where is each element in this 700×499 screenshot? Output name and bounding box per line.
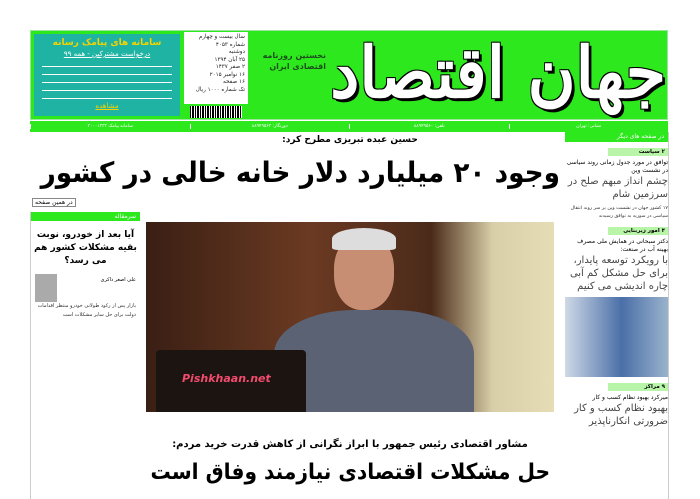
lead-headline[interactable]: وجود ۲۰ میلیارد دلار خانه خالی در کشور: [40, 156, 560, 189]
date-gregorian: ۱۶ نوامبر ۲۰۱۵: [209, 71, 245, 78]
issue-info: [184, 32, 248, 104]
section-label: ۴ امور زیربنایی: [608, 227, 668, 235]
lead-photo: [146, 222, 554, 412]
editorial-author: علی اصغر ذاکری: [100, 277, 136, 283]
sms-service-box: [32, 32, 182, 118]
watermark: Pishkhaan.net: [182, 372, 271, 385]
section-label: ۹ مراکز: [608, 383, 668, 391]
sidebar: [565, 132, 669, 499]
sms-line: [42, 62, 172, 67]
sms-line: [42, 70, 172, 75]
sms-title: سامانه های پیامک رسانه: [52, 38, 162, 48]
second-headline[interactable]: حل مشکلات اقتصادی نیازمند وفاق است: [150, 460, 551, 485]
sms-number: سامانه پیامک ۳۰۰۰۱۳۳۳: [30, 124, 190, 129]
sms-line: [42, 78, 172, 83]
section-label: ۲ سیاست: [608, 148, 668, 156]
item-lead: میرکرد بهبود نظام کسب و کار: [592, 394, 668, 401]
item-lead: توافق در مورد جدول زمانی روند سیاسی در نشست وین: [566, 159, 668, 174]
phone: تلفن: ۸۸۹۴۹۵۶۰: [349, 124, 509, 129]
lead-kicker: حسین عبده تبریزی مطرح کرد:: [282, 135, 418, 145]
item-title[interactable]: با رویکرد توسعه پایدار، برای حل مشکل کم آبی چاره اندیشی می کنیم: [569, 255, 668, 292]
item-title[interactable]: چشم انداز مبهم صلح در سرزمین شام: [567, 176, 668, 200]
editorial-column: [30, 212, 140, 499]
continued-label: در همین صفحه: [32, 198, 76, 207]
photo-hair: [332, 228, 396, 250]
page-count: ۱۶ صفحه: [223, 79, 245, 85]
weekday: دوشنبه: [228, 49, 245, 55]
issue-number: شماره ۴۰۵۳: [215, 41, 245, 48]
sms-subtitle: درخواست مشترکین - همه ۹۹: [63, 50, 151, 58]
sms-line: [42, 86, 172, 91]
contact-strip: [30, 121, 668, 132]
second-kicker: مشاور اقتصادی رئیس جمهور با ابراز نگرانی از کاهش قدرت خرید مردم:: [172, 439, 528, 450]
date-lunar: ۲ صفر ۱۴۳۷: [215, 64, 245, 70]
volume: سال بیست و چهارم: [198, 34, 245, 40]
tagline: نخستین روزنامه اقتصادی ایران: [262, 51, 326, 71]
item-lead: دکتر سبحانی در همایش ملی مصرف بهینه آب در صنعت:: [577, 238, 668, 253]
address: نشانی: تهران: [509, 124, 669, 129]
sidebar-header: در صفحه های دیگر: [565, 132, 668, 142]
date-solar: ۲۵ آبان ۱۳۹۴: [214, 56, 245, 63]
editorial-header: سرمقاله: [31, 212, 140, 221]
item-body: ۱۷ کشور جهان در نشست وین بر سر روند انتقال سیاسی در سوریه به توافق رسیدند: [570, 206, 668, 219]
item-photo: [565, 297, 668, 377]
newspaper-logo: جهان اقتصاد: [330, 31, 666, 114]
fax: دورنگار: ۸۸۹۴۹۵۶۳: [190, 124, 350, 129]
item-title[interactable]: بهبود نظام کسب و کار ضرورتی انکارناپذیر: [574, 403, 668, 427]
editorial-body: بازار پس از رکود طولانی خودرو منتظر اقدامات دولت برای حل سایر مشکلات است: [37, 303, 136, 318]
barcode: [190, 106, 242, 118]
sms-link[interactable]: مشاهده: [95, 102, 119, 110]
price: تک شماره ۱۰۰۰ ریال: [195, 86, 245, 93]
author-photo: [35, 274, 57, 302]
sms-line: [42, 94, 172, 99]
editorial-title[interactable]: آیا بعد از خودرو، نوبت بقیه مشکلات کشور هم می رسد؟: [34, 230, 137, 266]
